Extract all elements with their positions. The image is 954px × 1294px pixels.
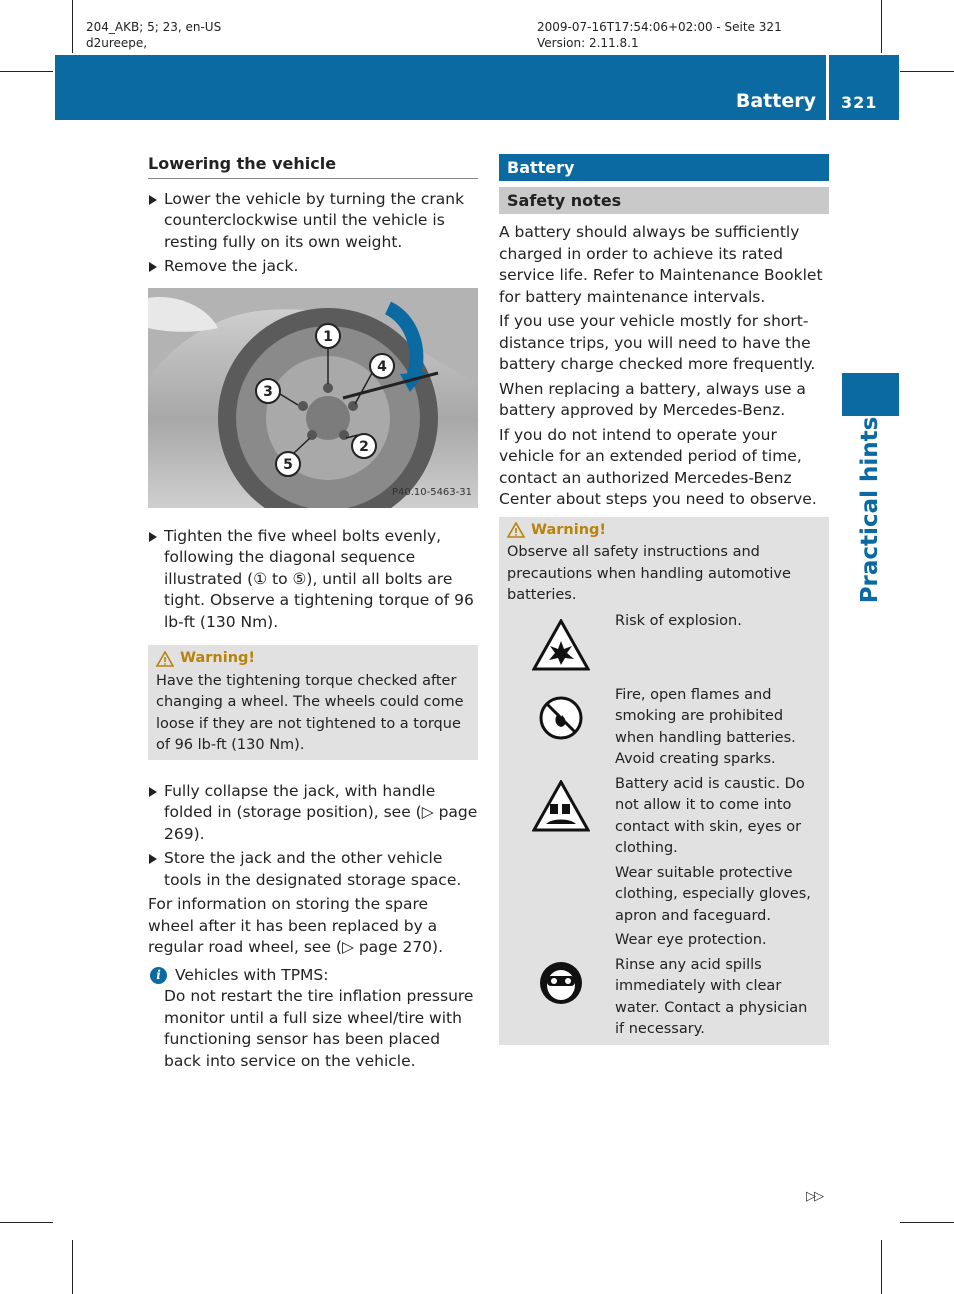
safety-row bbox=[507, 611, 821, 671]
figure-caption: P40.10-5463-31 bbox=[391, 487, 472, 498]
print-meta-left bbox=[86, 19, 221, 51]
info-title: Vehicles with TPMS: bbox=[175, 965, 329, 984]
warning-box bbox=[148, 645, 478, 760]
warning-title: Warning! bbox=[531, 521, 607, 538]
step-item: Store the jack and the other vehicle tools in the designated storage space. bbox=[148, 848, 478, 891]
safety-text: Wear eye protection. bbox=[615, 932, 767, 948]
meta-line: Version: 2.11.8.1 bbox=[537, 36, 639, 50]
warning-text: Have the tightening torque checked after changing a wheel. The wheels could come loose if they are not tightened to a torque of 96 lb-ft (130 Nm). bbox=[156, 672, 464, 753]
caustic-warning-icon bbox=[532, 780, 590, 832]
warning-text: Observe all safety instructions and precautions when handling automotive batteries. bbox=[507, 544, 791, 603]
step-item: Remove the jack. bbox=[148, 256, 478, 278]
crop-mark bbox=[72, 0, 73, 53]
step-item: Lower the vehicle by turning the crank counterclockwise until the vehicle is resting fully on its own weight. bbox=[148, 189, 478, 254]
battery-warning-box bbox=[499, 517, 829, 1045]
wheel-figure bbox=[148, 288, 478, 508]
right-column bbox=[499, 154, 829, 1045]
warning-triangle-icon bbox=[507, 522, 525, 538]
safety-text: Battery acid is caustic. Do not allow it to come into contact with skin, eyes or clothing. bbox=[615, 775, 805, 856]
chapter-tab bbox=[842, 373, 899, 416]
eye-protection-icon bbox=[538, 960, 584, 1006]
info-icon: i bbox=[150, 967, 167, 984]
header-bar bbox=[55, 55, 899, 120]
no-fire-icon bbox=[538, 695, 584, 741]
section-title: Lowering the vehicle bbox=[148, 153, 478, 179]
paragraph: If you do not intend to operate your vehicle for an extended period of time, contact an authorized Mercedes-Benz Center about steps you need to observe. bbox=[499, 425, 817, 508]
step-item: Tighten the five wheel bolts evenly, following the diagonal sequence illustrated (① to ⑤), until all bolts are tight. Observe a tightening torque of 96 lb-ft (130 Nm). bbox=[148, 526, 478, 634]
section-bar: Battery bbox=[499, 154, 829, 181]
info-text: Do not restart the tire inflation pressure monitor until a full size wheel/tire with functioning sensor has been placed back into service on the vehicle. bbox=[164, 987, 474, 1070]
paragraph: A battery should always be sufficiently charged in order to achieve its rated service life. Refer to Maintenance Booklet for battery maintenance intervals. bbox=[499, 223, 823, 306]
crop-mark bbox=[881, 1240, 882, 1294]
continue-mark: ▷▷ bbox=[806, 1189, 822, 1204]
page-number: 321 bbox=[841, 93, 878, 112]
warning-title: Warning! bbox=[180, 650, 256, 666]
svg-text:2: 2 bbox=[359, 438, 369, 455]
safety-row bbox=[507, 685, 821, 771]
left-column bbox=[148, 153, 478, 1072]
print-meta-right bbox=[537, 19, 782, 51]
header-title: Battery bbox=[735, 90, 816, 112]
svg-text:1: 1 bbox=[323, 328, 333, 345]
safety-text: Fire, open flames and smoking are prohibited when handling batteries. Avoid creating sparks. bbox=[615, 686, 796, 767]
safety-text: Risk of explosion. bbox=[615, 612, 742, 629]
crop-mark bbox=[900, 71, 954, 72]
warning-heading bbox=[156, 648, 470, 670]
paragraph: When replacing a battery, always use a battery approved by Mercedes-Benz. bbox=[499, 379, 806, 419]
svg-text:4: 4 bbox=[377, 358, 387, 375]
warning-heading bbox=[507, 520, 821, 542]
warning-triangle-icon bbox=[156, 651, 174, 667]
meta-line: 2009-07-16T17:54:06+02:00 - Seite 321 bbox=[537, 20, 782, 34]
explosion-warning-icon bbox=[532, 619, 590, 671]
paragraph: For information on storing the spare wheel after it has been replaced by a regular road wheel, see (▷ page 270). bbox=[148, 895, 444, 956]
safety-text: Rinse any acid spills immediately with clear water. Contact a physician if necessary. bbox=[615, 956, 808, 1037]
meta-line: d2ureepe, bbox=[86, 36, 148, 50]
paragraph: If you use your vehicle mostly for short-distance trips, you will need to have the battery charge checked more frequently. bbox=[499, 312, 816, 373]
header-divider bbox=[826, 55, 829, 120]
safety-row bbox=[507, 774, 821, 928]
subsection-bar: Safety notes bbox=[499, 187, 829, 214]
chapter-label: Practical hints bbox=[857, 416, 883, 604]
info-note bbox=[148, 965, 478, 1073]
crop-mark bbox=[881, 0, 882, 53]
svg-text:3: 3 bbox=[263, 383, 273, 400]
svg-text:5: 5 bbox=[283, 456, 293, 473]
meta-line: 204_AKB; 5; 23, en-US bbox=[86, 20, 222, 34]
safety-row bbox=[507, 930, 821, 1041]
crop-mark bbox=[900, 1222, 954, 1223]
crop-mark bbox=[72, 1240, 73, 1294]
crop-mark bbox=[0, 71, 53, 72]
safety-text: Wear suitable protective clothing, especially gloves, apron and faceguard. bbox=[615, 864, 811, 924]
crop-mark bbox=[0, 1222, 53, 1223]
wheel-illustration bbox=[148, 288, 478, 508]
step-item: Fully collapse the jack, with handle folded in (storage position), see (▷ page 269). bbox=[148, 781, 478, 846]
